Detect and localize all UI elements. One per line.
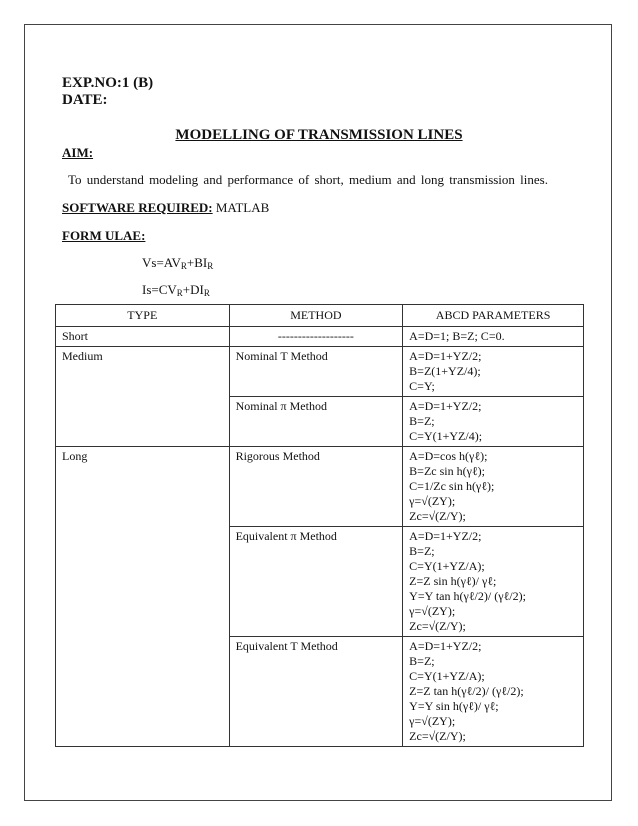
parameter-line: A=D=cos h(γℓ); (409, 449, 488, 463)
software-label: SOFTWARE REQUIRED: (62, 200, 213, 215)
software-value: MATLAB (215, 200, 270, 215)
abcd-parameters-cell (403, 527, 584, 637)
parameter-line: C=Y(1+YZ/A); (409, 559, 485, 573)
table-row (56, 347, 584, 397)
abcd-parameters-cell (403, 327, 584, 347)
parameter-line: γ=√(ZY); (409, 604, 456, 618)
type-cell: Short (56, 327, 230, 347)
parameter-line: Y=Y tan h(γℓ/2)/ (γℓ/2); (409, 589, 526, 603)
abcd-parameters-cell (403, 347, 584, 397)
type-cell: Long (56, 447, 230, 747)
experiment-number: EXP.NO:1 (B) (62, 75, 154, 91)
abcd-parameters-cell (403, 397, 584, 447)
parameter-line: γ=√(ZY); (409, 714, 456, 728)
table-header-row (56, 305, 584, 327)
parameter-line: C=1/Zc sin h(γℓ); (409, 479, 495, 493)
parameter-line: Zc=√(Z/Y); (409, 729, 466, 743)
abcd-parameters-table (55, 304, 584, 747)
method-cell: ------------------- (229, 327, 403, 347)
table-row (56, 327, 584, 347)
parameter-line: A=D=1+YZ/2; (409, 399, 482, 413)
formulae-heading: FORM ULAE: (62, 228, 146, 243)
sending-voltage-equation: $Vs=AV_R+BI_R$ (142, 255, 214, 271)
method-cell: Rigorous Method (229, 447, 403, 527)
parameter-line: A=D=1; B=Z; C=0. (409, 329, 505, 343)
parameter-line: γ=√(ZY); (409, 494, 456, 508)
parameter-line: B=Z(1+YZ/4); (409, 364, 481, 378)
header-method: METHOD (229, 305, 403, 327)
parameter-line: Z=Z tan h(γℓ/2)/ (γℓ/2); (409, 684, 524, 698)
parameter-line: C=Y(1+YZ/4); (409, 429, 483, 443)
method-cell: Nominal T Method (229, 347, 403, 397)
parameter-line: B=Z; (409, 414, 435, 428)
software-line (62, 200, 269, 216)
parameter-line: Y=Y sin h(γℓ)/ γℓ; (409, 699, 499, 713)
sending-current-equation: $Is=CV_R+DI_R$ (142, 282, 210, 298)
header-abcd-parameters: ABCD PARAMETERS (403, 305, 584, 327)
parameter-line: Z=Z sin h(γℓ)/ γℓ; (409, 574, 497, 588)
table-row (56, 447, 584, 527)
type-cell: Medium (56, 347, 230, 447)
parameter-line: B=Z; (409, 654, 435, 668)
aim-text: To understand modeling and performance of short, medium and long transmission lines. (68, 172, 548, 187)
parameter-line: B=Z; (409, 544, 435, 558)
parameter-line: A=D=1+YZ/2; (409, 639, 482, 653)
parameter-line: Zc=√(Z/Y); (409, 509, 466, 523)
document-title: MODELLING OF TRANSMISSION LINES (175, 127, 463, 143)
abcd-parameters-cell (403, 447, 584, 527)
parameter-line: C=Y; (409, 379, 435, 393)
parameter-line: Zc=√(Z/Y); (409, 619, 466, 633)
parameter-line: A=D=1+YZ/2; (409, 529, 482, 543)
parameter-line: A=D=1+YZ/2; (409, 349, 482, 363)
method-cell: Nominal π Method (229, 397, 403, 447)
header-type: TYPE (56, 305, 230, 327)
date-label: DATE: (62, 92, 108, 108)
parameter-line: B=Zc sin h(γℓ); (409, 464, 485, 478)
abcd-parameters-cell (403, 637, 584, 747)
method-cell: Equivalent π Method (229, 527, 403, 637)
method-cell: Equivalent T Method (229, 637, 403, 747)
parameter-line: C=Y(1+YZ/A); (409, 669, 485, 683)
aim-heading: AIM: (62, 145, 94, 160)
